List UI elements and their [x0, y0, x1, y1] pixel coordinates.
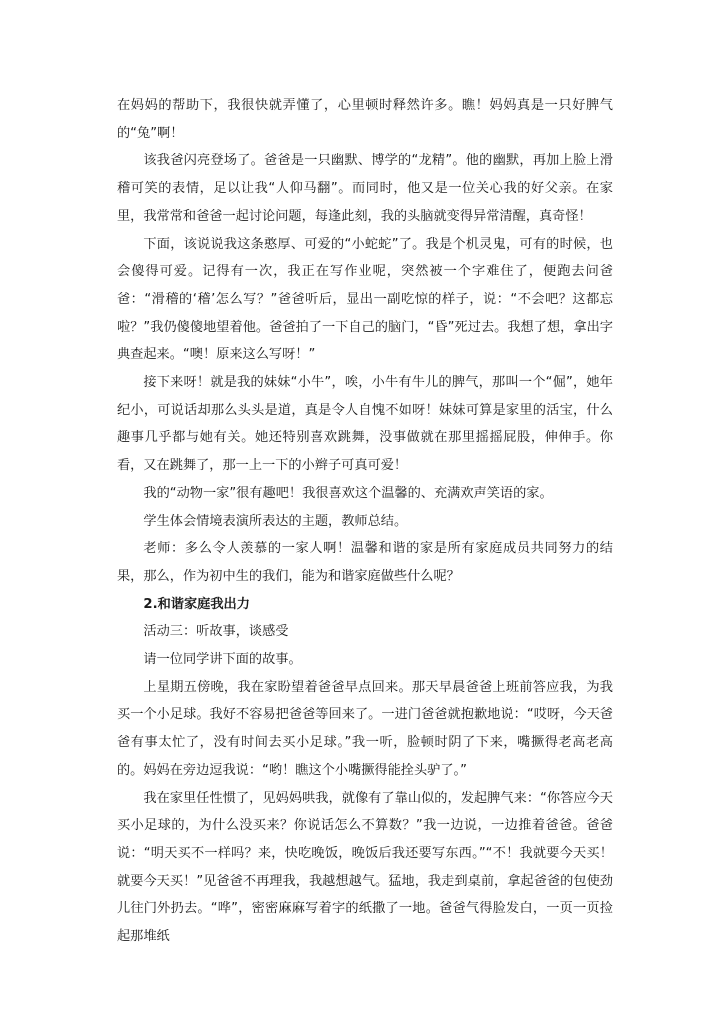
paragraph: 请一位同学讲下面的故事。 [143, 652, 302, 668]
paragraph: 我在家里任性惯了，见妈妈哄我，就像有了靠山似的，发起脾气来：“你答应今天买小足球的，为什么没买来？你说话怎么不算数？”我一边说，一边推着爸爸。爸爸说：“明天买不一样吗？来，快吃晚饭，晚饭后我还要写东西。”“不！我就要今天买！就要今天买！”见爸爸不再理我，我越想越气。猛地，我走到桌前，拿起爸爸的包使劲儿往门外扔去。“哗”，密密麻麻写着字的纸撒了一地。爸爸气得脸发白，一页一页捡起那堆纸 [117, 790, 613, 945]
paragraph: 下面，该说说我这条憨厚、可爱的“小蛇蛇”了。我是个机灵鬼，可有的时候，也会傻得可爱。记得有一次，我正在写作业呢，突然被一个字难住了，便跑去问爸爸：“滑稽的‘稽’怎么写？”爸爸听后，显出一副吃惊的样子，说：“不会吧？这都忘啦？”我仍傻傻地望着他。爸爸拍了一下自己的脑门，“昏”死过去。我想了想，拿出字典查起来。“噢！原来这么写呀！” [117, 236, 613, 363]
section-heading: 2.和谐家庭我出力 [143, 596, 250, 612]
paragraph: 上星期五傍晚，我在家盼望着爸爸早点回来。那天早晨爸爸上班前答应我，为我买一个小足球。我好不容易把爸爸等回来了。一进门爸爸就抱歉地说：“哎呀，今天爸爸有事太忙了，没有时间去买小足球。”我一听，脸顿时阴了下来，嘴撅得老高老高的。妈妈在旁边逗我说：“哟！瞧这个小嘴撅得能拴头驴了。” [117, 679, 613, 778]
paragraph: 活动三：听故事，谈感受 [143, 624, 289, 640]
paragraph: 学生体会情境表演所表达的主题，教师总结。 [143, 513, 408, 529]
paragraph: 在妈妈的帮助下，我很快就弄懂了，心里顿时释然许多。瞧！妈妈真是一只好脾气的“兔”啊！ [117, 98, 613, 141]
document-body [117, 92, 613, 951]
paragraph: 我的“动物一家”很有趣吧！我很喜欢这个温馨的、充满欢声笑语的家。 [143, 485, 553, 501]
paragraph: 接下来呀！就是我的妹妹“小牛”，唉，小牛有牛儿的脾气，那叫一个“倔”，她年纪小，可说话却那么头头是道，真是令人自愧不如呀！妹妹可算是家里的活宝，什么趣事几乎都与她有关。她还特别喜欢跳舞，没事做就在那里摇摇屁股，伸伸手。你看，又在跳舞了，那一上一下的小辫子可真可爱！ [117, 375, 613, 474]
paragraph: 老师：多么令人羡慕的一家人啊！温馨和谐的家是所有家庭成员共同努力的结果，那么，作为初中生的我们，能为和谐家庭做些什么呢？ [117, 541, 613, 584]
paragraph: 该我爸闪亮登场了。爸爸是一只幽默、博学的“龙精”。他的幽默，再加上脸上滑稽可笑的表情，足以让我“人仰马翻”。而同时，他又是一位关心我的好父亲。在家里，我常常和爸爸一起讨论问题，每逢此刻，我的头脑就变得异常清醒，真奇怪！ [117, 153, 613, 224]
